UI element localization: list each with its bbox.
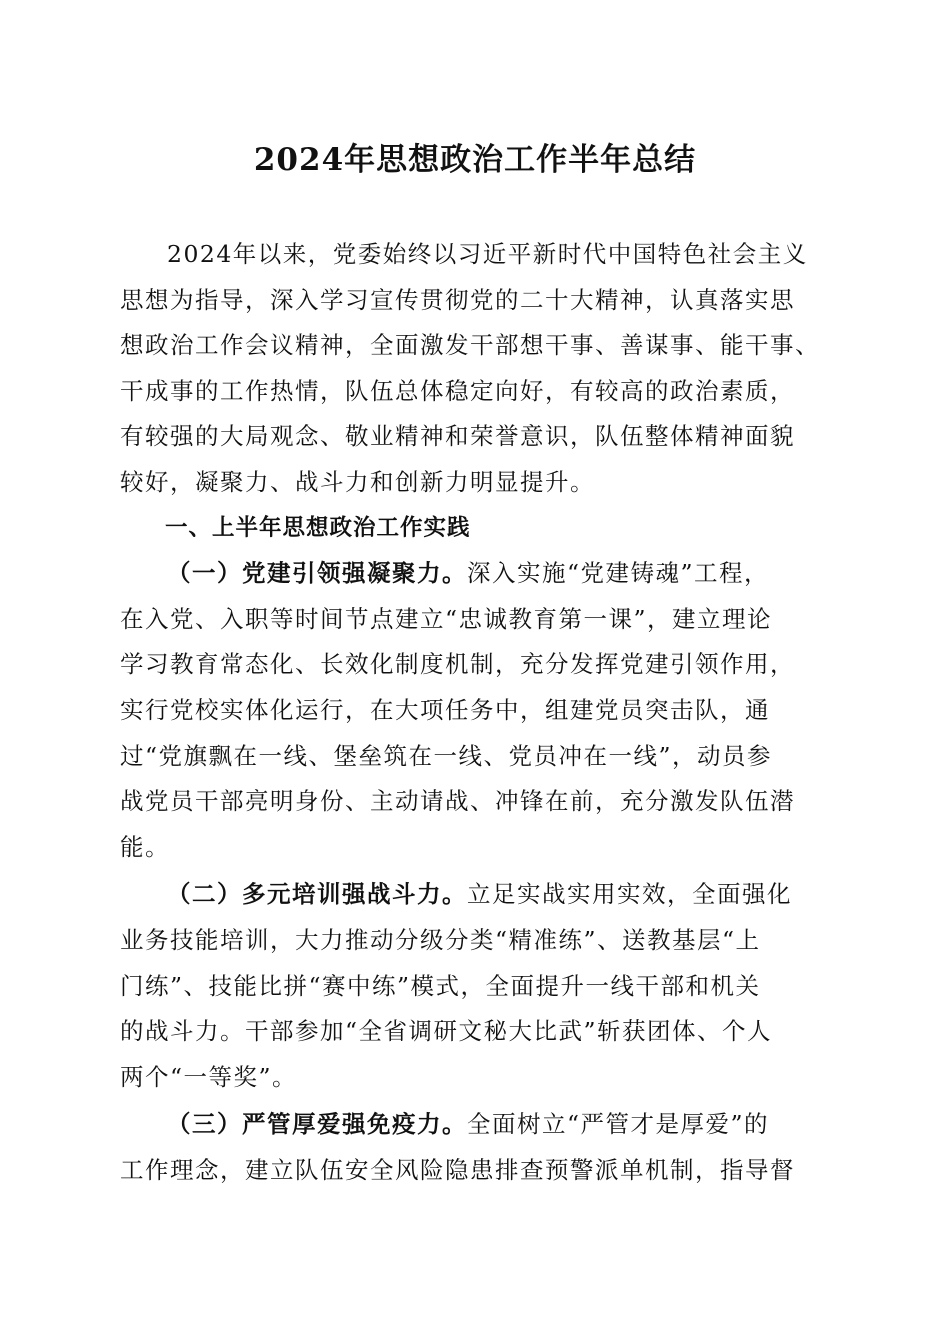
- section-paragraph-1: [120, 551, 835, 870]
- section-text-1: 深入实施“党建铸魂”工程， 在入党、入职等时间节点建立“忠诚教育第一课”，建立理论 学习教育常态化、长效化制度机制，充分发挥党建引领作用， 实行党校实体化运行，在大项任务中，组建党员突击队，通 过“党旗飘在一线、堡垒筑在一线、党员冲在一线”，动员参 战党员干部亮明身份、主动请战、冲锋在前，充分激发队伍潜 能。: [120, 559, 795, 861]
- document-title: 2024年思想政治工作半年总结: [253, 142, 697, 178]
- section-paragraph-2: [120, 872, 835, 1100]
- intro-paragraph: 2024年以来，党委始终以习近平新时代中国特色社会主义 思想为指导，深入学习宣传贯彻党的二十大精神，认真落实思 想政治工作会议精神，全面激发干部想干事、善谋事、能干事、 干成事的工作热情，队伍总体稳定向好，有较高的政治素质， 有较强的大局观念、敬业精神和荣誉意识，队伍整体精神面貌 较好，凝聚力、战斗力和创新力明显提升。: [120, 240, 820, 496]
- section-lead-1: （一）党建引领强凝聚力。: [167, 559, 467, 588]
- section-lead-3: （三）严管厚爱强免疫力。: [167, 1110, 467, 1139]
- section-text-3: 全面树立“严管才是厚爱”的 工作理念，建立队伍安全风险隐患排查预警派单机制，指导督: [120, 1110, 795, 1184]
- section-lead-2: （二）多元培训强战斗力。: [167, 880, 467, 909]
- section-heading-1: 一、上半年思想政治工作实践: [165, 514, 471, 541]
- section-text-2: 立足实战实用实效，全面强化 业务技能培训，大力推动分级分类“精准练”、送教基层“上 门练”、技能比拼“赛中练”模式，全面提升一线干部和机关 的战斗力。干部参加“全省调研文秘大比武”斩获团体、个人 两个“一等奖”。: [120, 880, 792, 1091]
- section-paragraph-3: [120, 1102, 835, 1193]
- document-body: [120, 232, 835, 1193]
